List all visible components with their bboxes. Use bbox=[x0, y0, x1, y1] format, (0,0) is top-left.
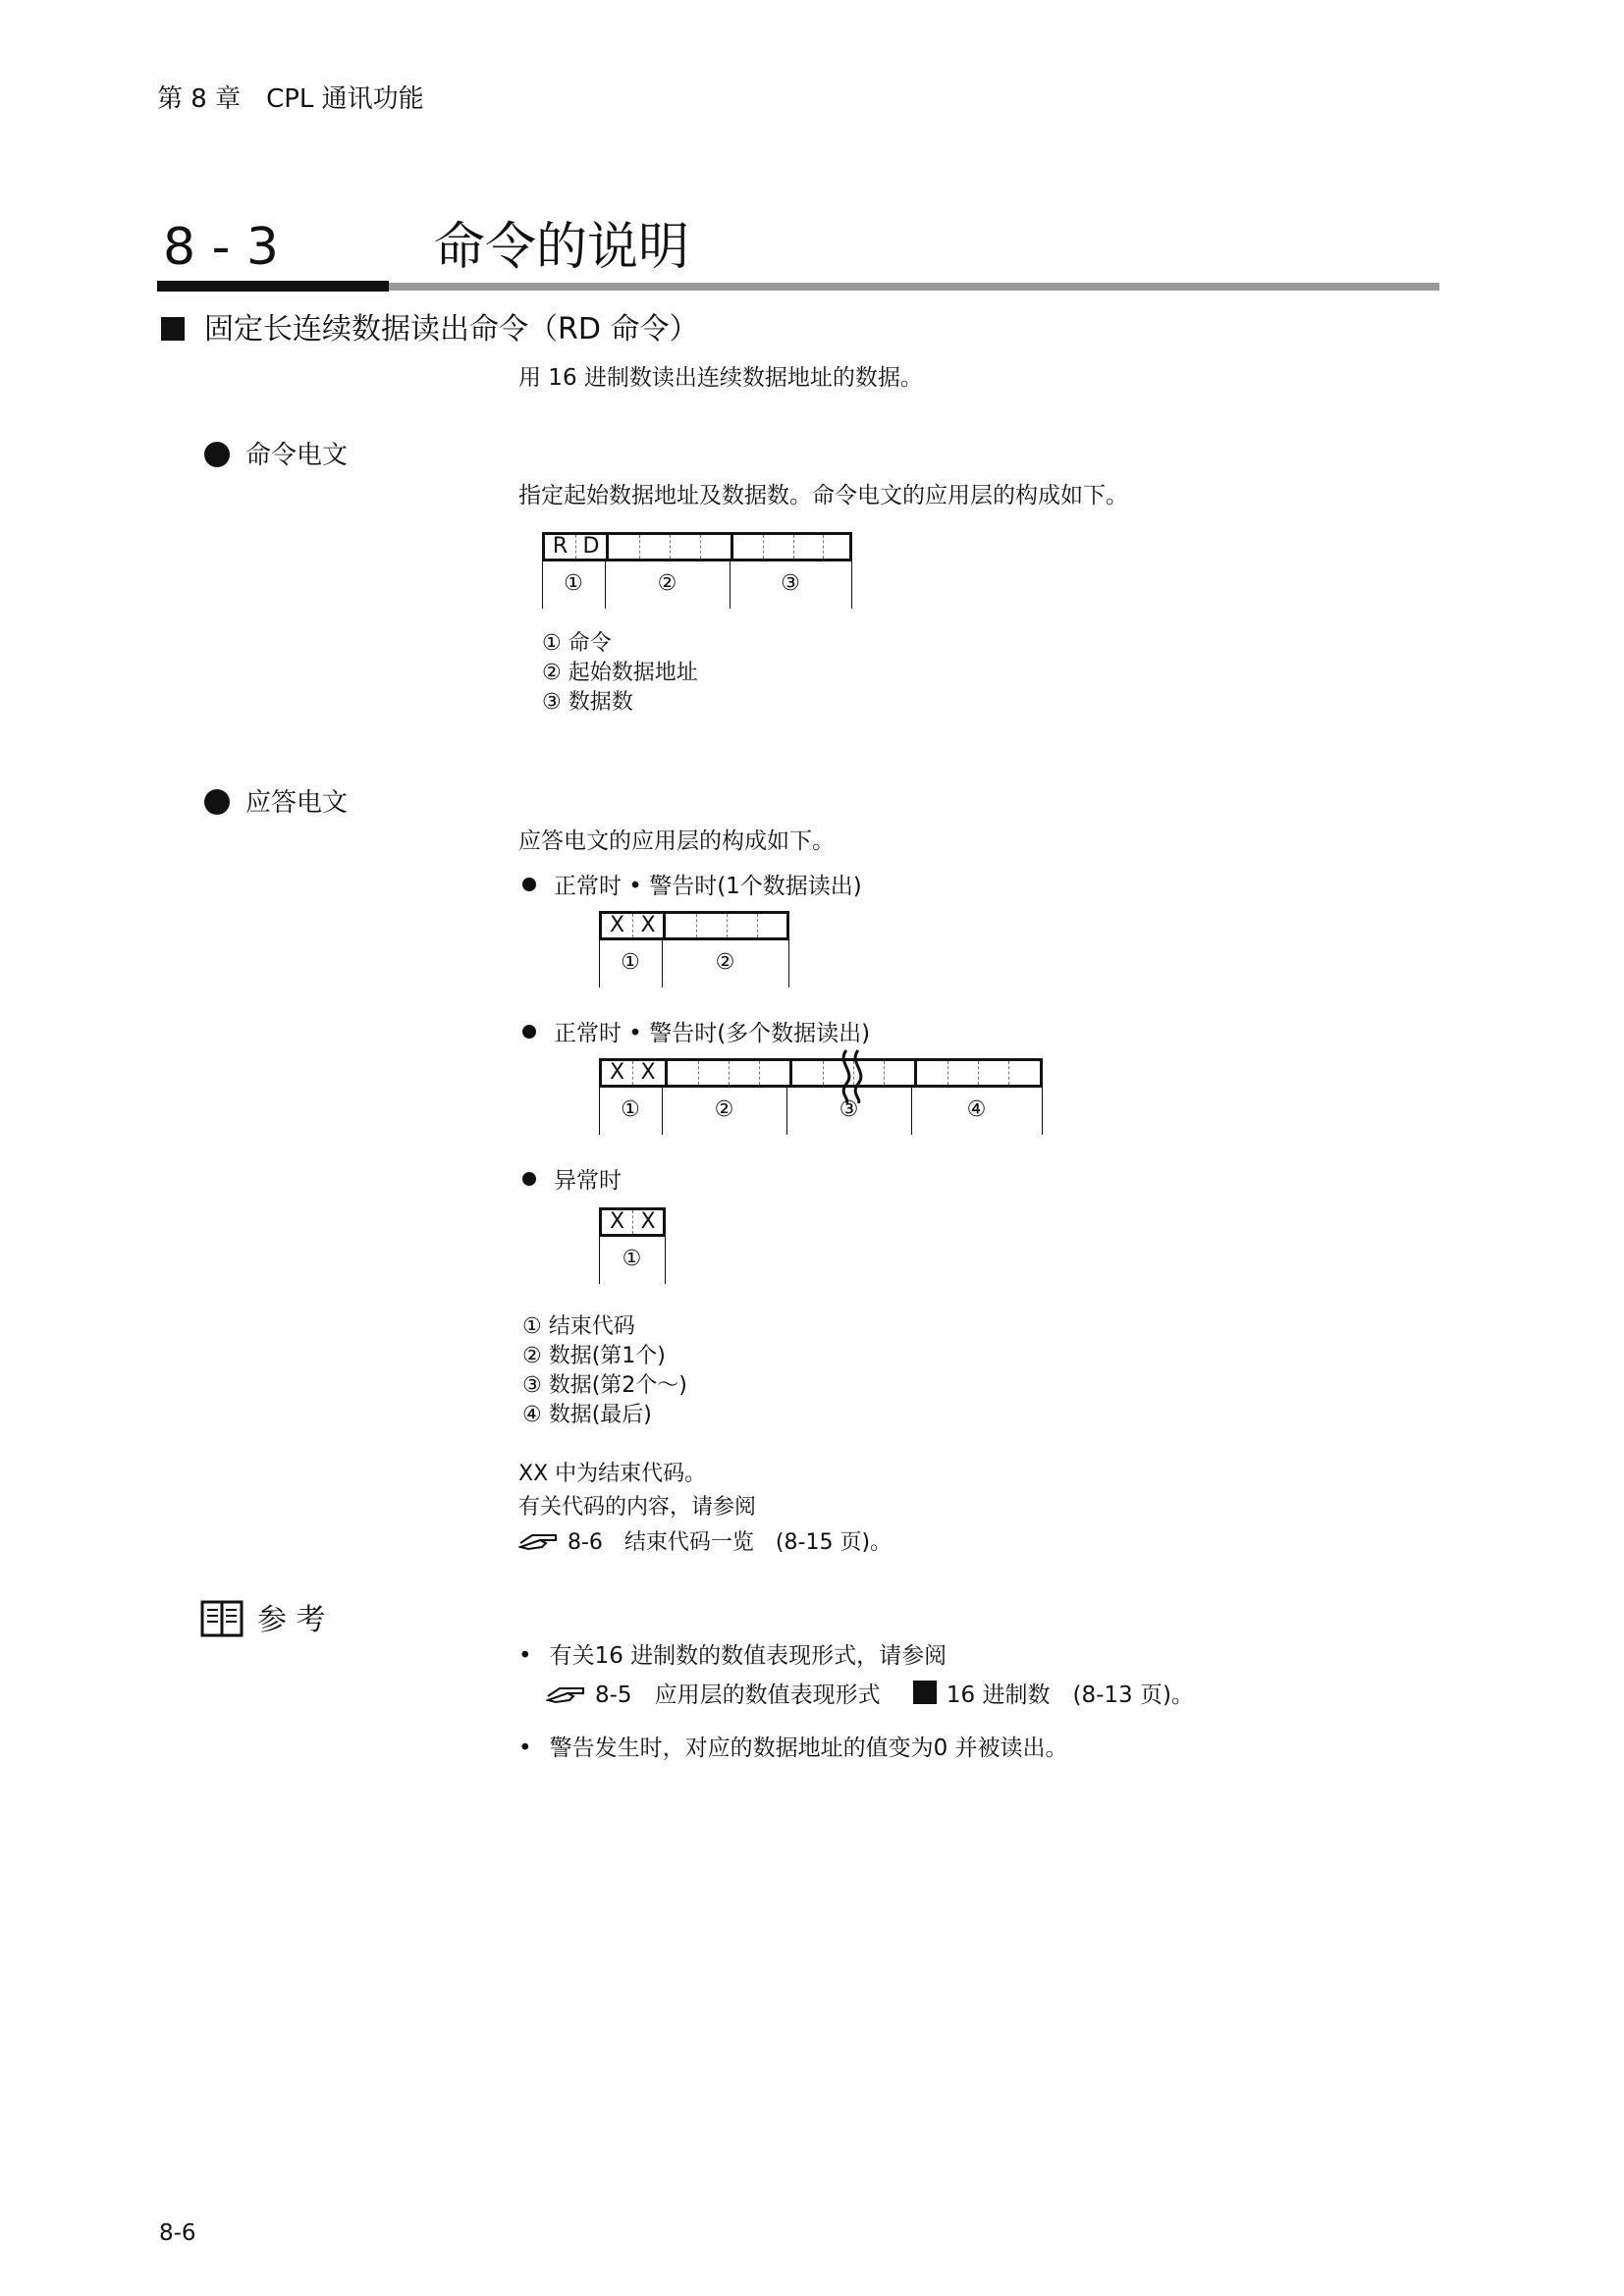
case3-title-text: 异常时 bbox=[554, 1168, 622, 1194]
response-legend-1: ① 结束代码 bbox=[522, 1314, 635, 1339]
bullet-icon bbox=[204, 442, 230, 467]
frame-label: ① bbox=[564, 571, 583, 596]
case2-title-text: 正常时 • 警告时(多个数据读出) bbox=[554, 1021, 871, 1046]
frame-char: R bbox=[552, 534, 568, 559]
note-reference-link[interactable] bbox=[518, 1527, 892, 1557]
frame-label: ② bbox=[657, 571, 677, 596]
bullet-icon bbox=[204, 789, 230, 815]
subsection-title: 固定长连续数据读出命令（RD 命令） bbox=[204, 312, 699, 347]
frame-label: ② bbox=[714, 1097, 734, 1122]
note-end-code: XX 中为结束代码。 bbox=[518, 1462, 707, 1486]
response-msg-heading-text: 应答电文 bbox=[245, 788, 349, 818]
frame-field-3 bbox=[731, 535, 853, 559]
frame-char: X bbox=[632, 914, 663, 937]
reference-item-1-text: 有关16 进制数的数值表现形式，请参阅 bbox=[549, 1643, 947, 1669]
frame-field-1 bbox=[545, 535, 606, 559]
frame-label: ③ bbox=[781, 571, 800, 596]
break-mark-icon bbox=[835, 1048, 874, 1103]
square-bullet-icon bbox=[913, 1681, 937, 1704]
frame-label: ④ bbox=[966, 1097, 987, 1122]
command-msg-heading-text: 命令电文 bbox=[245, 441, 349, 470]
subsection-intro: 用 16 进制数读出连续数据地址的数据。 bbox=[518, 365, 923, 391]
frame-label: ② bbox=[715, 950, 735, 975]
frame-char: X bbox=[609, 1060, 625, 1085]
reference-heading bbox=[200, 1600, 326, 1638]
section-number: 8 - 3 bbox=[163, 218, 279, 277]
response-legend-3: ③ 数据(第2个～) bbox=[522, 1373, 687, 1398]
case2-title bbox=[522, 1019, 870, 1048]
case2-frame-diagram bbox=[599, 1058, 1051, 1143]
frame-label: ① bbox=[621, 950, 640, 975]
command-frame bbox=[542, 532, 852, 561]
reference-item-1: • 有关16 进制数的数值表现形式，请参阅 bbox=[518, 1643, 947, 1669]
title-rule-dark bbox=[157, 281, 389, 292]
square-bullet-icon bbox=[161, 317, 185, 341]
frame-label: ① bbox=[622, 1247, 642, 1271]
command-msg-desc: 指定起始数据地址及数据数。命令电文的应用层的构成如下。 bbox=[518, 483, 1128, 508]
response-legend-2: ② 数据(第1个) bbox=[522, 1344, 666, 1368]
reference-item-2: • 警告发生时，对应的数据地址的值变为0 并被读出。 bbox=[518, 1735, 1068, 1761]
case3-frame-diagram bbox=[599, 1207, 677, 1286]
command-frame-diagram bbox=[542, 532, 856, 620]
title-rule-gray bbox=[389, 283, 1439, 291]
case3-title bbox=[522, 1166, 622, 1196]
pointing-hand-icon bbox=[518, 1527, 562, 1553]
case1-frame-diagram bbox=[599, 911, 795, 989]
reference-heading-text: 参 考 bbox=[257, 1603, 326, 1637]
frame-char: D bbox=[575, 535, 606, 559]
frame-char: X bbox=[609, 1209, 625, 1234]
case1-frame bbox=[599, 911, 789, 940]
case1-title bbox=[522, 872, 862, 901]
frame-char: X bbox=[632, 1061, 663, 1085]
command-legend-1: ① 命令 bbox=[542, 631, 612, 656]
small-bullet-icon bbox=[522, 1172, 536, 1186]
small-bullet-icon bbox=[522, 878, 536, 891]
reference-item-2-text: 警告发生时，对应的数据地址的值变为0 并被读出。 bbox=[549, 1735, 1068, 1761]
chapter-header: 第 8 章 CPL 通讯功能 bbox=[157, 84, 424, 114]
command-legend-3: ③ 数据数 bbox=[542, 690, 633, 715]
response-msg-heading bbox=[204, 787, 348, 819]
response-legend-4: ④ 数据(最后) bbox=[522, 1403, 652, 1427]
case3-frame bbox=[599, 1207, 666, 1237]
case1-title-text: 正常时 • 警告时(1个数据读出) bbox=[554, 874, 862, 899]
note-refer: 有关代码的内容，请参阅 bbox=[518, 1495, 757, 1520]
response-msg-desc: 应答电文的应用层的构成如下。 bbox=[518, 828, 835, 854]
reference-item-1-link[interactable] bbox=[546, 1681, 1194, 1710]
reference-link-a: 8-5 应用层的数值表现形式 bbox=[595, 1682, 881, 1708]
frame-label: ① bbox=[621, 1097, 640, 1122]
section-title: 命令的说明 bbox=[434, 218, 690, 277]
pointing-hand-icon bbox=[546, 1681, 589, 1706]
case2-frame bbox=[599, 1058, 1043, 1088]
frame-label: ③ bbox=[839, 1097, 859, 1122]
frame-char: X bbox=[632, 1210, 663, 1234]
note-reference-text: 8-6 结束代码一览 (8-15 页)。 bbox=[568, 1530, 893, 1555]
book-icon bbox=[200, 1600, 244, 1637]
frame-char: X bbox=[609, 913, 625, 937]
small-bullet-icon bbox=[522, 1025, 536, 1039]
frame-field-2 bbox=[606, 535, 731, 559]
command-msg-heading bbox=[204, 440, 348, 471]
page-number: 8-6 bbox=[159, 2220, 196, 2246]
command-legend-2: ② 起始数据地址 bbox=[542, 661, 698, 685]
reference-link-b: 16 进制数 (8-13 页)。 bbox=[946, 1682, 1194, 1708]
subsection-heading bbox=[161, 312, 698, 347]
